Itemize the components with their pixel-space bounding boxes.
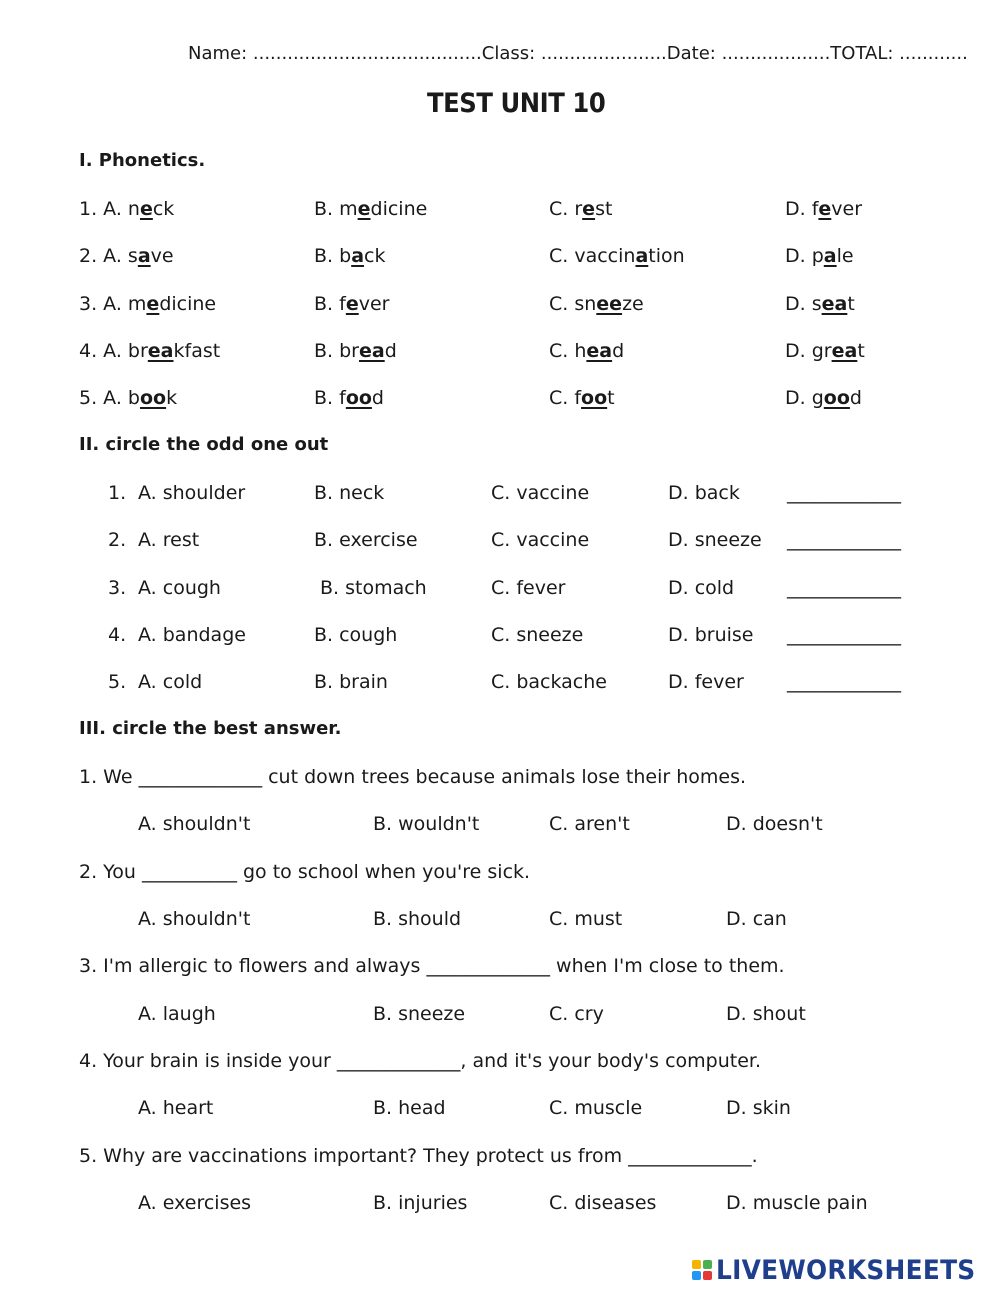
answer-option: D. can [726, 908, 787, 930]
option-prefix: 3. A. m [79, 292, 147, 315]
liveworksheets-logo [692, 1254, 998, 1286]
underlined-sound: oo [823, 387, 850, 410]
underlined-sound: ea [147, 339, 174, 362]
option-a: A. rest [138, 529, 200, 552]
answer-blank: ____________ [787, 482, 901, 504]
option-prefix: 5. A. b [79, 387, 140, 410]
question-number: 3. [108, 576, 127, 599]
option-b: B. neck [314, 482, 385, 504]
option-suffix: ver [831, 198, 863, 220]
phonetics-option [79, 386, 177, 410]
option-prefix: D. f [785, 198, 819, 220]
logo-icon [692, 1260, 712, 1280]
option-suffix: dicine [370, 198, 428, 220]
question-text: 4. Your brain is inside your _____________, and it's your body's computer. [79, 1050, 762, 1073]
option-prefix: D. s [785, 292, 822, 315]
phonetics-option [785, 386, 862, 410]
option-c: C. vaccine [491, 482, 590, 504]
option-c: C. fever [491, 576, 566, 599]
option-d: D. fever [668, 671, 744, 694]
phonetics-option [549, 292, 644, 316]
option-prefix: C. vaccin [549, 245, 636, 268]
option-prefix: 2. A. s [79, 245, 138, 268]
phonetics-option [785, 244, 854, 268]
option-b: B. cough [314, 623, 398, 646]
option-prefix: D. g [785, 387, 824, 410]
answer-option: B. wouldn't [373, 813, 480, 836]
phonetics-option [549, 244, 685, 268]
underlined-sound: a [351, 245, 365, 268]
answer-option: A. exercises [138, 1192, 252, 1215]
option-prefix: C. sn [549, 292, 597, 315]
question-text: 2. You __________ go to school when you're sick. [79, 860, 531, 883]
phonetics-option [785, 292, 855, 316]
answer-option: B. head [373, 1097, 446, 1120]
underlined-sound: ea [586, 339, 613, 362]
answer-blank: ____________ [787, 529, 901, 552]
underlined-sound: ea [821, 292, 848, 315]
answer-blank: ____________ [787, 623, 901, 646]
answer-option: A. laugh [138, 1002, 216, 1025]
answer-option: D. skin [726, 1097, 791, 1120]
underlined-sound: oo [345, 387, 372, 410]
answer-option: D. shout [726, 1002, 806, 1025]
option-prefix: B. b [314, 245, 352, 268]
answer-option: B. should [373, 908, 462, 930]
underlined-sound: a [635, 245, 649, 268]
logo-text: LIVEWORKSHEETS [716, 1254, 976, 1286]
phonetics-option [549, 197, 612, 221]
phonetics-option [314, 292, 389, 316]
section-heading-best-answer: III. circle the best answer. [79, 718, 342, 739]
underlined-sound: ea [831, 339, 858, 362]
underlined-sound: ea [359, 339, 385, 362]
question-text: 1. We _____________ cut down trees because animals lose their homes. [79, 766, 747, 788]
phonetics-option [314, 197, 427, 221]
answer-option: C. diseases [549, 1192, 657, 1215]
option-c: C. backache [491, 671, 607, 694]
option-prefix: C. r [549, 198, 583, 220]
option-prefix: B. br [314, 339, 359, 362]
answer-option: B. sneeze [373, 1002, 466, 1025]
option-suffix: tion [648, 245, 685, 268]
option-suffix: st [595, 198, 613, 220]
option-suffix: dicine [159, 292, 217, 315]
page-title: TEST UNIT 10 [427, 88, 606, 119]
option-suffix: ck [364, 245, 386, 268]
option-suffix: le [836, 245, 854, 268]
phonetics-option [549, 386, 615, 410]
underlined-sound: e [146, 292, 160, 315]
answer-option: D. doesn't [726, 813, 823, 836]
option-b: B. stomach [320, 576, 427, 599]
question-number: 4. [108, 623, 127, 646]
phonetics-option [79, 197, 174, 221]
phonetics-option [785, 339, 865, 363]
answer-option: C. cry [549, 1002, 604, 1025]
option-prefix: B. f [314, 292, 346, 315]
option-d: D. cold [668, 576, 735, 599]
option-suffix: t [847, 292, 855, 315]
answer-option: D. muscle pain [726, 1192, 868, 1215]
option-suffix: d [612, 339, 625, 362]
student-info-line: Name: ........................................Class: ......................Date: ...................TOTAL: ............ [188, 43, 968, 64]
option-d: D. sneeze [668, 529, 762, 552]
section-heading-odd-one-out: II. circle the odd one out [79, 434, 329, 455]
option-suffix: ze [622, 292, 644, 315]
option-prefix: D. gr [785, 339, 832, 362]
question-number: 1. [108, 482, 127, 504]
question-number: 5. [108, 671, 127, 694]
option-d: D. back [668, 482, 740, 504]
option-a: A. cough [138, 576, 221, 599]
phonetics-option [785, 197, 862, 221]
phonetics-option [79, 244, 174, 268]
option-c: C. sneeze [491, 623, 584, 646]
underlined-sound: e [582, 198, 596, 220]
option-suffix: ck [152, 198, 175, 220]
option-prefix: D. p [785, 245, 824, 268]
answer-blank: ____________ [787, 671, 901, 694]
underlined-sound: e [139, 198, 153, 220]
answer-option: C. muscle [549, 1097, 643, 1120]
option-prefix: B. f [314, 387, 346, 410]
option-a: A. bandage [138, 623, 246, 646]
answer-option: C. must [549, 908, 623, 930]
answer-option: C. aren't [549, 813, 630, 836]
underlined-sound: a [137, 245, 151, 268]
option-suffix: d [384, 339, 397, 362]
option-suffix: t [607, 387, 615, 410]
option-a: A. cold [138, 671, 203, 694]
underlined-sound: ee [596, 292, 623, 315]
option-a: A. shoulder [138, 482, 246, 504]
underlined-sound: e [818, 198, 832, 220]
question-text: 5. Why are vaccinations important? They protect us from _____________. [79, 1144, 758, 1167]
option-suffix: t [857, 339, 865, 362]
phonetics-option [79, 339, 220, 363]
section-heading-phonetics: I. Phonetics. [79, 150, 206, 171]
option-d: D. bruise [668, 623, 754, 646]
option-prefix: C. f [549, 387, 582, 410]
option-suffix: d [849, 387, 862, 410]
question-text: 3. I'm allergic to flowers and always _____________ when I'm close to them. [79, 955, 785, 978]
option-prefix: 1. A. n [79, 198, 140, 220]
option-c: C. vaccine [491, 529, 590, 552]
option-b: B. brain [314, 671, 388, 694]
underlined-sound: e [345, 292, 359, 315]
option-prefix: 4. A. br [79, 339, 148, 362]
phonetics-option [314, 244, 385, 268]
option-suffix: k [166, 387, 178, 410]
underlined-sound: a [823, 245, 837, 268]
answer-option: A. heart [138, 1097, 214, 1120]
option-suffix: ver [358, 292, 390, 315]
underlined-sound: e [357, 198, 371, 220]
phonetics-option [79, 292, 216, 316]
option-prefix: B. m [314, 198, 358, 220]
option-prefix: C. h [549, 339, 587, 362]
answer-option: A. shouldn't [138, 908, 251, 930]
answer-option: B. injuries [373, 1192, 468, 1215]
option-suffix: ve [150, 245, 174, 268]
underlined-sound: oo [139, 387, 167, 410]
phonetics-option [314, 386, 384, 410]
option-suffix: d [371, 387, 384, 410]
phonetics-option [549, 339, 624, 363]
underlined-sound: oo [581, 387, 608, 410]
option-b: B. exercise [314, 529, 418, 552]
answer-option: A. shouldn't [138, 813, 251, 836]
answer-blank: ____________ [787, 576, 901, 599]
phonetics-option [314, 339, 397, 363]
question-number: 2. [108, 529, 127, 552]
option-suffix: kfast [173, 339, 221, 362]
